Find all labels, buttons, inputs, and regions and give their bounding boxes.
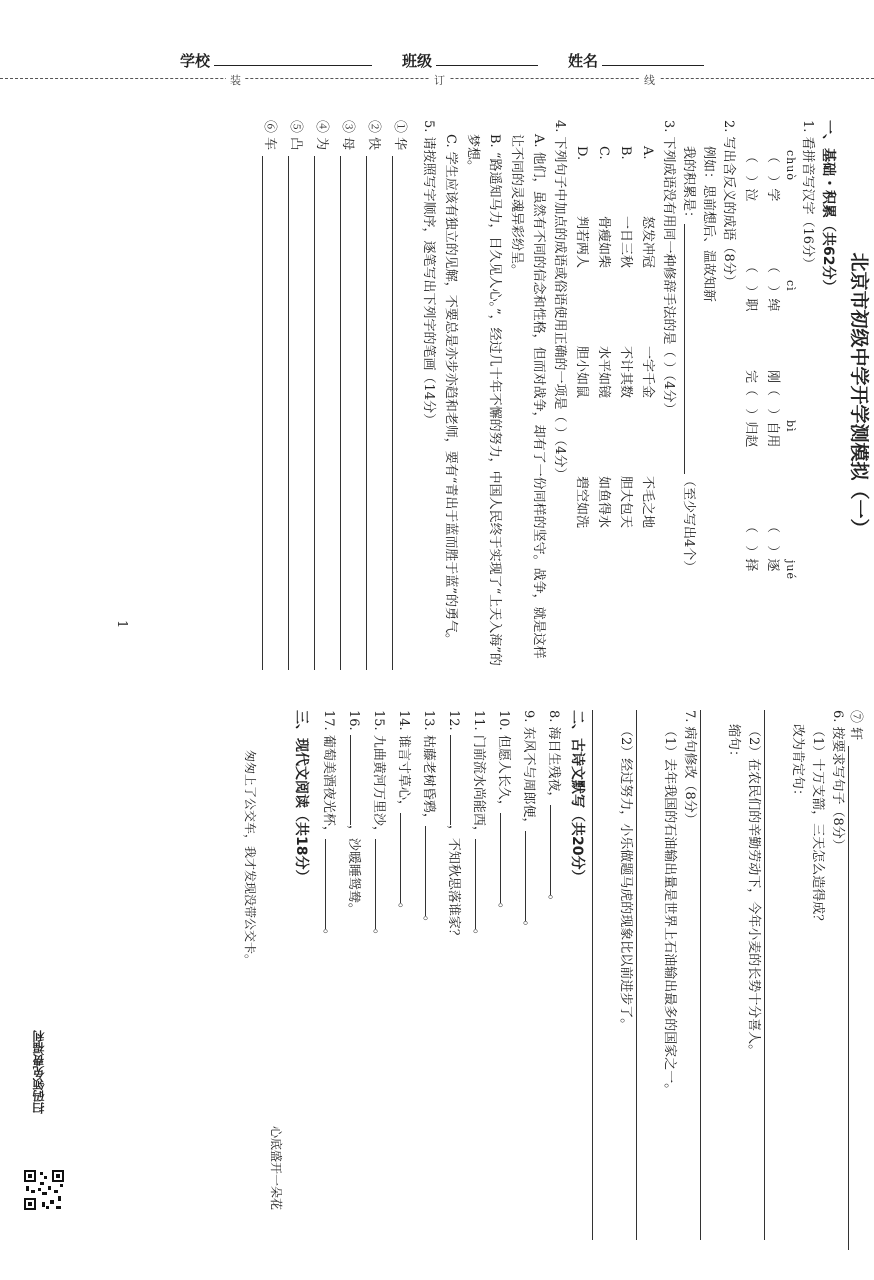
q1-stem: 1. 看拼音写汉字（16分） (800, 120, 815, 271)
q1-row-1[interactable]: （ ）学 （ ）绰 刚（ ）自用 （ ）逐 (765, 150, 780, 572)
q3-stem: 3. 下列成语没有用同一种修辞手法的是（ ）（4分） (661, 120, 676, 416)
question-5 (262, 120, 438, 670)
q6-answer-line-1[interactable] (764, 710, 787, 1240)
poem-item[interactable]: 12. ，不知秋思落谁家？ (441, 710, 466, 1250)
q4-stem: 4. 下列句子中加点的成语或俗语使用正确的一项是（ ）（4分） (552, 120, 567, 481)
q5-stem: 5. 请按照写字顺序，逐笔写出下列字的笔画（14分） (421, 120, 436, 427)
name-input-line[interactable] (602, 51, 704, 66)
poem-item[interactable]: 9. 东风不与周郎便，。 (516, 710, 541, 1250)
q2-answer-line[interactable] (684, 224, 698, 474)
q3-option-C[interactable]: C. 骨瘦如柴 水平如镜 如鱼得水 (596, 146, 611, 529)
right-column (104, 710, 874, 1250)
name-field[interactable]: 姓名 (568, 50, 704, 71)
section-basic: 一、基础・积累（共62分） (820, 120, 836, 294)
q4-option-b[interactable]: B. “路遥知马力，日久见人心。”，经过几十年不懈的努力，中国人民终于实现了“上天入海”的梦想。 (465, 134, 502, 666)
q6-answer-line-2[interactable] (700, 710, 723, 1240)
school-field[interactable]: 学校 (180, 50, 372, 71)
class-field[interactable]: 班级 (402, 50, 538, 71)
q7-stem: 7. 病句修改（8分） (682, 710, 697, 826)
q7-answer-line-2[interactable] (592, 710, 615, 1240)
poem-item[interactable]: 13. 枯藤老树昏鸦，。 (416, 710, 441, 1250)
section-reading: 三、现代文阅读（共18分） (293, 710, 309, 884)
poem-item[interactable]: 8. 海日生残夜，。 (541, 710, 566, 1250)
q7-answer-line-1[interactable] (636, 710, 659, 1240)
q1-row-2[interactable]: （ ）泣 （ ）职 完（ ）归赵 （ ）择 (743, 150, 758, 572)
page-number: 1 (114, 620, 129, 629)
poem-item[interactable]: 15. 九曲黄河万里沙，。 (366, 710, 391, 1250)
stroke-line[interactable]: ③ 母 (340, 120, 366, 670)
q2-stem: 2. 写出含反义的成语（8分） (721, 120, 736, 288)
school-input-line[interactable] (214, 51, 372, 66)
section-poetry: 二、古诗文默写（共20分） (569, 710, 585, 884)
stroke-line[interactable]: ⑦ 轩 (848, 710, 874, 1250)
q1-pinyin: chuò cì bì jué (784, 150, 797, 581)
binding-mark: 装 (226, 72, 245, 88)
q2-example: 例如：思前想后、温故知新 (701, 146, 716, 303)
exam-title: 北京市初级中学开学测模拟（一） (848, 252, 870, 538)
poem-item[interactable]: 14. 谁言寸草心，。 (391, 710, 416, 1250)
qr-code-icon[interactable] (22, 1168, 66, 1212)
binding-mark: 线 (640, 72, 659, 88)
poem-item[interactable]: 10. 但愿人长久，。 (491, 710, 516, 1250)
q2-answer: 我的积累是： （至少写出4个） (681, 146, 696, 574)
class-input-line[interactable] (436, 51, 538, 66)
stroke-line[interactable]: ⑤ 凸 (288, 120, 314, 670)
poem-list (316, 710, 566, 1250)
stroke-line[interactable]: ④ 为 (314, 120, 340, 670)
stroke-line[interactable]: ⑥ 车 (262, 120, 288, 670)
q4-option-c[interactable]: C. 学生应该有独立的见解，不要总是亦步亦趋和老师，要有“青出于蓝而胜于蓝”的勇气。 (443, 134, 458, 647)
q3-option-A[interactable]: A. 怒发冲冠 一字千金 不毛之地 (640, 146, 655, 529)
q4-option-a[interactable]: A. 他们，虽然有不同的信念和性格，但而对战争，却有了一份同样的坚守。战争，就是这样让不同的灵魂异彩纷呈。 (509, 134, 546, 659)
left-column (104, 120, 874, 670)
question-1 (739, 120, 817, 670)
poem-item[interactable]: 16. ，沙暖睡鸳鸯。 (341, 710, 366, 1250)
question-6: 6. 按要求写句子（8分） （1）十万支箭，三天怎么造得成？ 改为肯定句： （2）在农民们的辛勤劳动下，今年小麦的长势十分喜人。 缩句： (700, 710, 847, 1250)
q6-stem: 6. 按要求写句子（8分） (830, 710, 845, 852)
reading-title: 心底盛开一朵花 (269, 1125, 283, 1210)
question-4 (439, 120, 569, 670)
stroke-line[interactable]: ② 快 (366, 120, 392, 670)
question-3 (570, 120, 678, 670)
question-7: 7. 病句修改（8分） （1）去年我国的石油输出量是世界上石油输出最多的国家之一。 （2）经过努力，小乐做题马虎的现象比以前进步了。 (592, 710, 699, 1250)
binding-mark: 订 (430, 72, 449, 88)
stroke-line[interactable]: ① 华 (392, 120, 418, 670)
question-2 (679, 120, 738, 670)
reading-first-line: 匆匆上了公交车，我才发现没带公交卡。 (243, 750, 257, 967)
q3-option-B[interactable]: B. 一日三秋 不计其数 胆大包天 (618, 146, 633, 529)
poem-item[interactable]: 11. 门前流水尚能西，。 (466, 710, 491, 1250)
q3-option-D[interactable]: D. 判若两人 胆小如鼠 碧空如洗 (574, 146, 589, 529)
exam-body (104, 100, 874, 1270)
poem-item[interactable]: 17. 葡萄美酒夜光杯，。 (316, 710, 341, 1250)
scan-promo-text: 扫码领免费福利 (32, 1030, 46, 1114)
